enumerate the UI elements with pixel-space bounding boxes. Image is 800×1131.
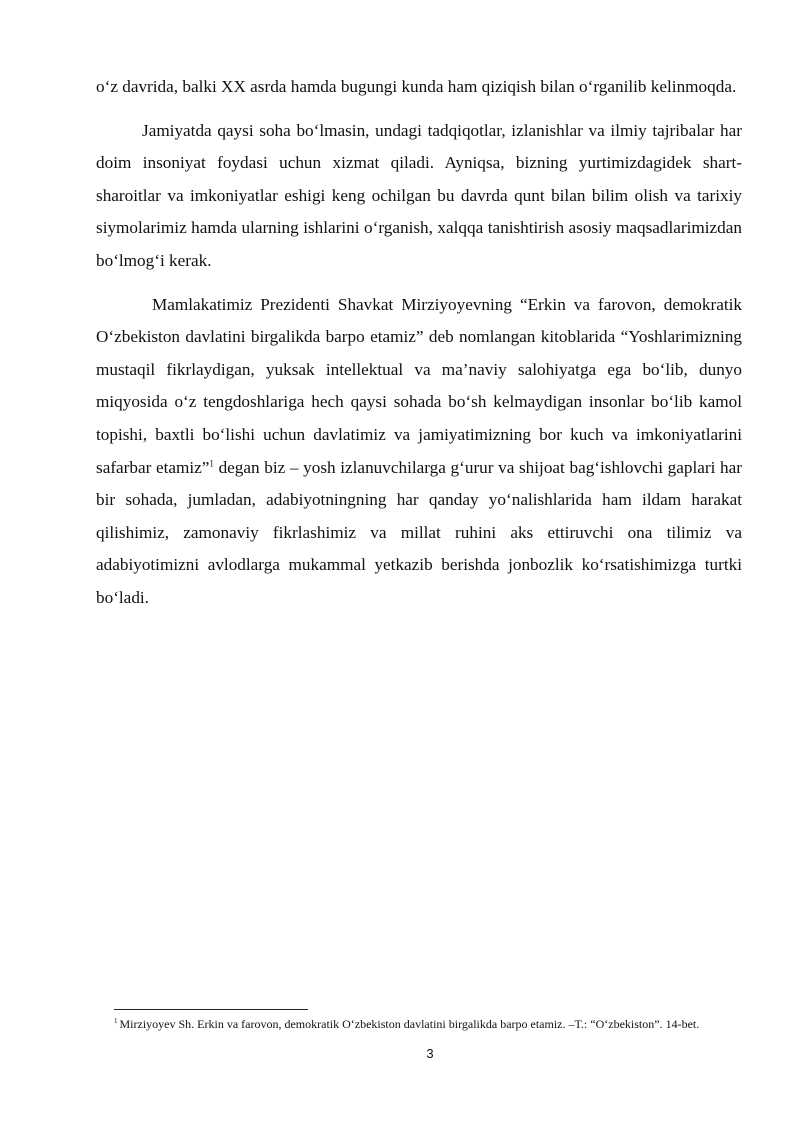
quote-text: Mamlakatimiz Prezidenti Shavkat Mirziyoyevning “Erkin va farovon, demokratik O‘zbekiston davlatini birgalikda barpo etamiz” deb nomlangan kitoblarida “Yoshlarimizning mustaqil fikrlaydigan, yuksak intellektual va ma’naviy salohiyatga ega bo‘lib, dunyo miqyosida o‘z tengdoshlariga hech qaysi sohada bo‘sh kelmaydigan insonlar bo‘lib kamol topishi, baxtli bo‘lishi uchun davlatimiz va jamiyatimizning bor kuch va imkoniyatlarini safarbar etamiz”: [96, 294, 742, 477]
footnote-text: Mirziyoyev Sh. Erkin va farovon, demokratik O‘zbekiston davlatini birgalikda barpo etamiz. –T.: “O‘zbekiston”. 14-bet.: [119, 1017, 700, 1031]
paragraph-continuation: o‘z davrida, balki XX asrda hamda bugungi kunda ham qiziqish bilan o‘rganilib kelinmoqda.: [96, 77, 737, 96]
footnote-number: 1: [114, 1017, 118, 1025]
paragraph-president-quote: [96, 289, 742, 615]
quote-continuation: degan biz – yosh izlanuvchilarga g‘urur va shijoat bag‘ishlovchi gaplari har bir sohada, jumladan, adabiyotningning har qanday yo‘nalishlarida ham ildam harakat qilishimiz, zamonaviy fikrlashimiz va millat ruhini aks ettiruvchi ona tilimiz va adabiyotimizni avlodlarga mukammal yetkazib berishda jonbozlik ko‘rsatishimizga turtki bo‘ladi.: [96, 457, 742, 607]
footnote: [114, 1017, 744, 1032]
body-text: [96, 71, 742, 615]
paragraph-research: Jamiyatda qaysi soha bo‘lmasin, undagi tadqiqotlar, izlanishlar va ilmiy tajribalar har doim insoniyat foydasi uchun xizmat qiladi. Ayniqsa, bizning yurtimizdagidek shart-sharoitlar va imkoniyatlar eshigi keng ochilgan bu davrda qunt bilan bilim olish va tarixiy siymolarimiz hamda ularning ishlarini o‘rganish, xalqqa tanishtirish asosiy maqsadlarimizdan bo‘lmog‘i kerak.: [96, 120, 742, 270]
footnote-separator: [114, 1009, 308, 1010]
page-number: 3: [426, 1046, 434, 1061]
footnote-reference[interactable]: 1: [209, 457, 214, 468]
